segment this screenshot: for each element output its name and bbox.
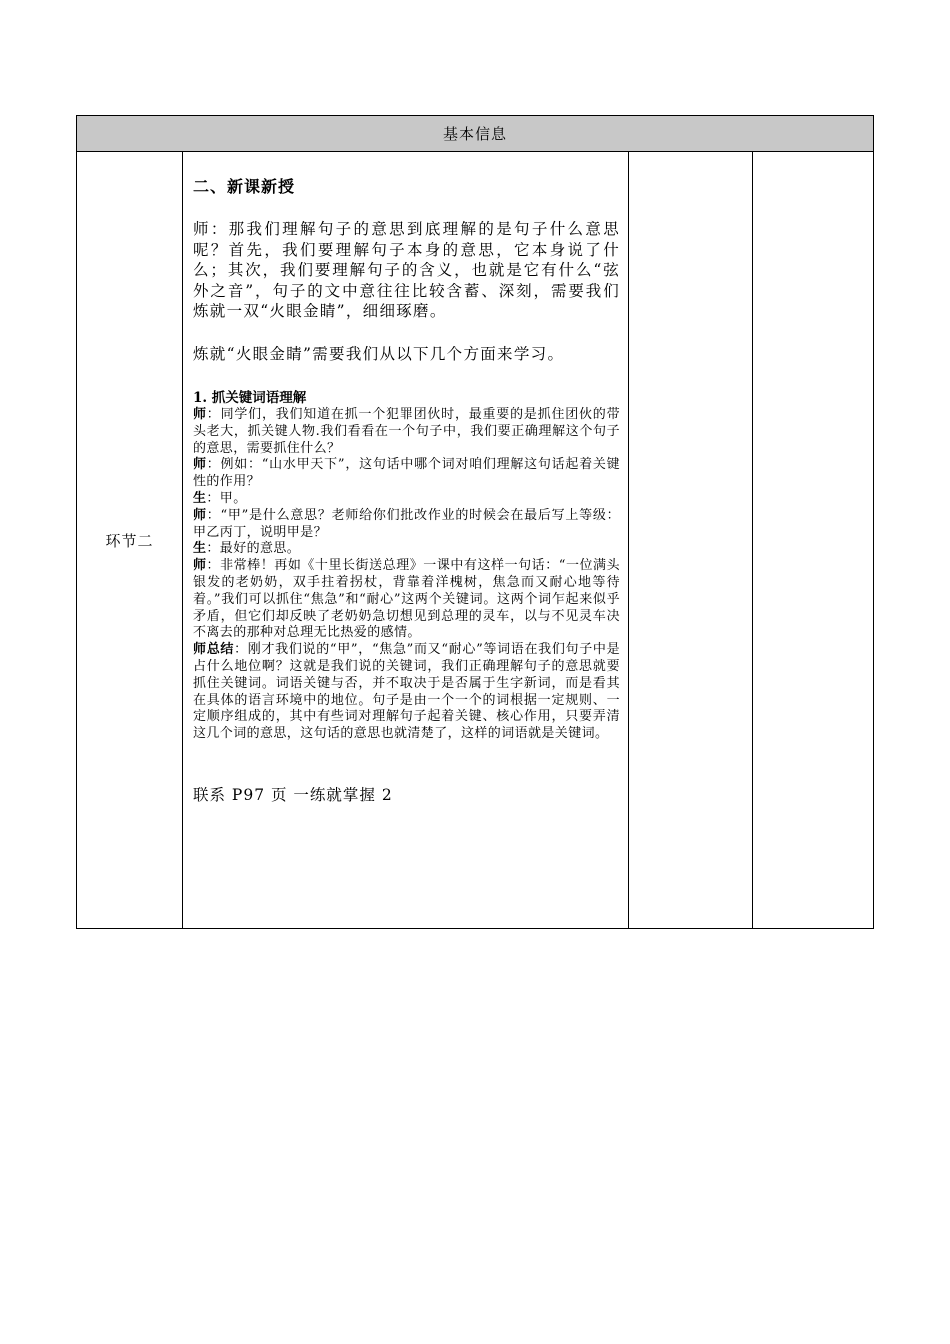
speaker-label: 师 — [193, 407, 207, 422]
dialog-line — [193, 541, 620, 558]
dialog-line — [193, 508, 620, 542]
speaker-label: 师 — [193, 507, 207, 523]
dialog-text: ：“甲”是什么意思？老师给你们批改作业的时候会在最后写上等级：甲乙丙丁，说明甲是？ — [193, 507, 620, 540]
dialog-text: ：非常棒！再如《十里长街送总理》一课中有这样一句话：“一位满头银发的老奶奶，双手拄着拐杖，背靠着洋槐树，焦急而又耐心地等待着。”我们可以抓住“焦急”和“耐心”这两个关键词。这两个词乍起来似乎矛盾，但它们却反映了老奶奶急切想见到总理的灵车，以与不见灵车决不离去的那种对总理无比热爱的感情。 — [193, 558, 620, 641]
lesson-plan-table — [76, 115, 874, 929]
dialog-text: ：例如：“山水甲天下”，这句话中哪个词对咱们理解这句话起着关键性的作用？ — [193, 457, 620, 490]
intro-paragraph: 师：那我们理解句子的意思到底理解的是句子什么意思呢？首先，我们要理解句子本身的意思，它本身说了什么；其次，我们要理解句子的含义，也就是它有什么“弦外之音”，句子的文中意往往比较含蓄、深刻，需要我们炼就一双“火眼金睛”，细细琢磨。 — [193, 220, 620, 320]
speaker-label: 生 — [193, 541, 207, 557]
subsection-title: 1. 抓关键词语理解 — [193, 390, 307, 406]
dialog-line — [193, 491, 620, 508]
dialog-text: ：甲。 — [206, 490, 247, 506]
transition-paragraph: 炼就“火眼金睛”需要我们从以下几个方面来学习。 — [193, 344, 565, 363]
content-row — [77, 152, 874, 929]
empty-cell-column-4 — [753, 152, 874, 929]
dialog-text: ：刚才我们说的“甲”，“焦急”而又“耐心”等词语在我们句子中是占什么地位啊？这就是我们说的关键词，我们正确理解句子的意思就要抓住关键词。词语关键与否，并不取决于是否属于生字新词，而是看其在具体的语言环境中的地位。句子是由一个一个的词根据一定规则、一定顺序组成的，其中有些词对理解句子起着关键、核心作用，只要弄清这几个词的意思，这句话的意思也就清楚了，这样的词语就是关键词。 — [193, 642, 621, 742]
speaker-label: 生 — [193, 490, 207, 506]
dialog-text: ：同学们，我们知道在抓一个犯罪团伙时，最重要的是抓住团伙的带头老大，抓关键人物.我们看看在一个句子中，我们要正确理解这个句子的意思，需要抓住什么？ — [193, 407, 620, 456]
speaker-label: 师 — [193, 558, 207, 574]
practice-note: 联系 P97 页 一练就掌握 2 — [193, 785, 393, 804]
header-cell: 基本信息 — [77, 116, 874, 152]
dialog-line — [193, 457, 620, 491]
section-title: 二、新课新授 — [193, 177, 296, 196]
dialog-line — [193, 642, 620, 743]
header-row — [77, 116, 874, 152]
empty-cell-column-3 — [629, 152, 753, 929]
dialog-text: ：最好的意思。 — [206, 541, 301, 557]
dialog-line — [193, 407, 620, 457]
content-cell — [183, 152, 629, 929]
dialog-line — [193, 558, 620, 642]
dialog-block — [193, 407, 620, 743]
speaker-label: 师总结 — [193, 642, 235, 658]
speaker-label: 师 — [193, 457, 207, 473]
stage-label: 环节二 — [77, 152, 183, 929]
